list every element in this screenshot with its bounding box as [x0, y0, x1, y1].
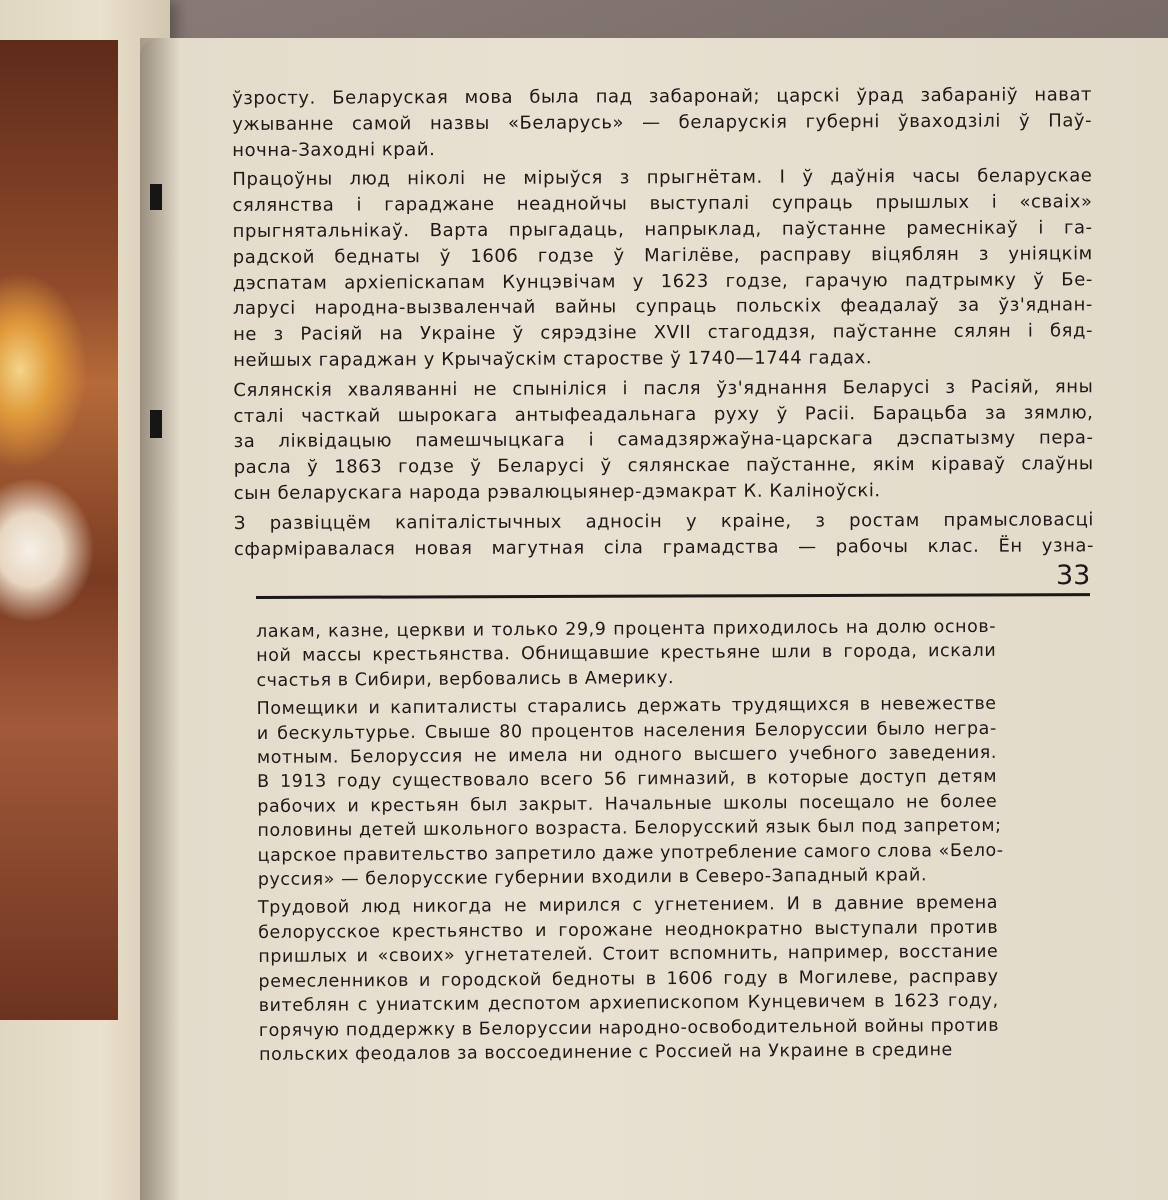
text-line: ужыванне самой назвы «Беларусь» — беларускія губерні ўваходзілі ў Паў-: [232, 110, 1093, 135]
text-line: царское правительство запретило даже употребление самого слова «Бело-: [257, 840, 1004, 866]
text-line: ларусі народна-вызваленчай вайны супраць польскіх феадалаў за ўз'яднан-: [232, 294, 1094, 320]
text-line: Трудовой люд никогда не мирился с угнетением. И в давние времена: [257, 893, 999, 919]
text-line: пришлых и «своих» угнетателей. Стоит вспомнить, например, восстание: [258, 942, 999, 968]
text-line: сын беларускага народа рэвалюцыянер-дэмакрат К. Каліноўскі.: [233, 480, 881, 504]
belarusian-text-column: [232, 82, 1094, 562]
paragraph: [233, 374, 1094, 507]
text-line: Сялянскія хваляванні не спыніліся і пасля ўз'яднання Беларусі з Расіяй, яны: [233, 376, 1094, 401]
text-line: лакам, казне, церкви и только 29,9 процента приходилось на долю основ-: [256, 616, 997, 642]
text-line: ремесленников и городской бедноты в 1606 году в Могилеве, расправу: [258, 966, 999, 992]
paragraph: [258, 891, 999, 1067]
text-line: радской беднаты ў 1606 годзе ў Магілёве, расправу віцяблян з уніяцкім: [232, 243, 1093, 268]
text-line: и бескультурье. Свыше 80 процентов населения Белоруссии было негра-: [256, 718, 997, 744]
text-line: Помещики и капиталисты старались держать трудящихся в невежестве: [256, 694, 997, 720]
paragraph: [256, 692, 1004, 892]
text-line: сталі часткай шырокага антыфеадальнага руху ў Расіі. Барацьба за зямлю,: [233, 401, 1094, 427]
text-line: белорусское крестьянство и горожане неоднократно выступали против: [258, 917, 999, 943]
color-photograph: [0, 40, 118, 1020]
text-line: З развіццём капіталістычных адносін у краіне, з ростам прамысловасці: [233, 508, 1094, 534]
text-line: Працоўны люд ніколі не мірыўся з прыгнётам. І ў даўнія часы беларускае: [232, 165, 1093, 191]
text-line: В 1913 году существовало всего 56 гимназий, в которые доступ детям: [257, 767, 998, 793]
text-line: за ліквідацыю памешчыцкага і самадзяржаўна-царскага дэспатызму пера-: [233, 427, 1094, 453]
paragraph: [232, 82, 1092, 163]
text-line: счастья в Сибири, вербовались в Америку.: [256, 667, 675, 691]
text-line: ной массы крестьянства. Обнищавшие крестьяне шли в города, искали: [256, 641, 997, 667]
text-line: руссия» — белорусские губернии входили в Северо-Западный край.: [257, 865, 928, 891]
text-line: расла ў 1863 годзе ў Беларусі ў сялянскае паўстанне, якім кіраваў слаўны: [233, 453, 1094, 479]
text-line: витеблян с униатским деспотом архиепископом Кунцевичем в 1623 году,: [258, 990, 999, 1017]
paragraph: [256, 615, 996, 693]
text-line: нейшых гараджан у Крычаўскім старостве ў 1740—1744 гадах.: [233, 347, 873, 371]
text-line: горячую поддержку в Белоруссии народно-освободительной войны против: [258, 1015, 1000, 1041]
text-line: ўзросту. Беларуская мова была пад забаронай; царскі ўрад забараніў нават: [232, 84, 1093, 109]
text-line: мотным. Белоруссия не имела ни одного высшего учебного заведения.: [256, 742, 998, 769]
paragraph: [232, 164, 1093, 374]
text-line: польских феодалов за воссоединение с Россией на Украине в средине: [258, 1040, 953, 1065]
page-number: 33: [1056, 560, 1091, 591]
paragraph: [234, 507, 1094, 562]
text-line: сялянства і гараджане неаднойчы выступалі супраць прышлых і «сваіх»: [232, 191, 1093, 217]
text-line: дэспатам архіепіскапам Кунцэвічам у 1623 годзе, гарачую падтрымку ў Бе-: [232, 268, 1093, 294]
text-line: не з Расіяй на Украіне ў сярэдзіне XVII стагоддзя, паўстанне сялян і бяд-: [233, 320, 1094, 346]
russian-text-column: [256, 615, 1004, 1067]
text-line: сфарміравалася новая магутная сіла грамадства — рабочы клас. Ён узна-: [233, 534, 1095, 560]
text-line: половины детей школьного возраста. Белорусский язык был под запретом;: [257, 816, 1002, 842]
text-line: ночна-Заходні край.: [232, 138, 436, 161]
margin-marker: [150, 184, 162, 210]
gutter-shadow: [140, 38, 180, 1200]
text-line: прыгнятальнікаў. Варта прыгадаць, напрыклад, паўстанне рамеснікаў і га-: [232, 217, 1093, 242]
margin-marker: [150, 410, 162, 438]
text-line: рабочих и крестьян был закрыт. Начальные школы посещало не более: [257, 791, 998, 817]
